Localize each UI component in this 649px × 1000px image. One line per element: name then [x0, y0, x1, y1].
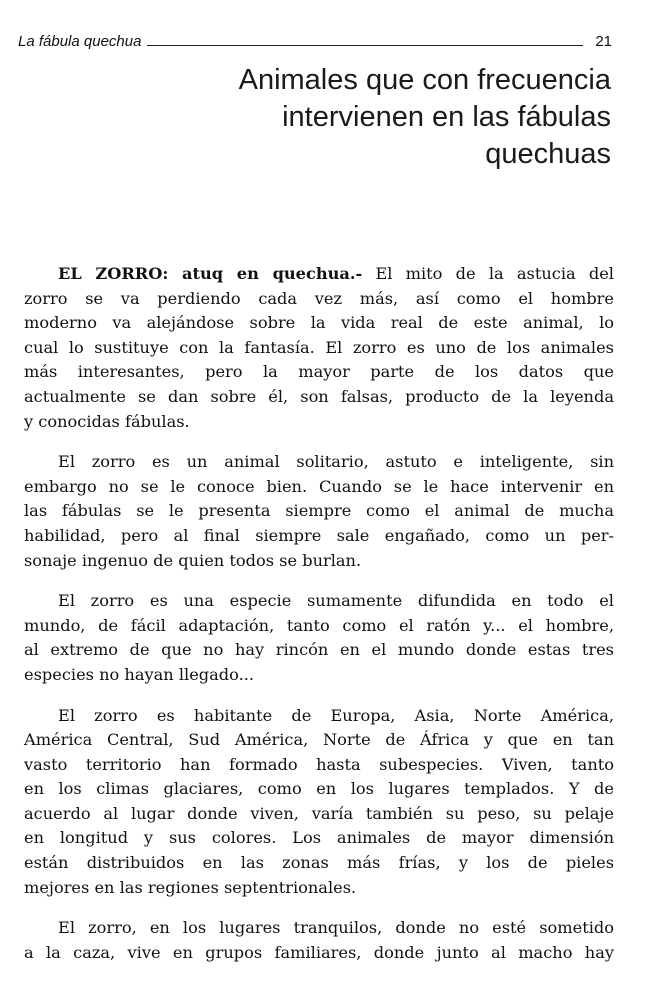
text-line: sonaje ingenuo de quien todos se burlan. — [24, 550, 362, 570]
text-line: especies no hayan llegado... — [24, 664, 255, 684]
text-line: a la caza, vive en grupos familiares, donde junto al macho hay — [24, 942, 614, 962]
text-line: embargo no se le conoce bien. Cuando se le hace intervenir en — [24, 476, 614, 496]
text-line: cual lo sustituye con la fantasía. El zorro es uno de los animales — [24, 337, 614, 357]
running-header — [18, 30, 612, 50]
paragraph-solitario — [24, 450, 614, 573]
text-line: más interesantes, pero la mayor parte de los datos que — [24, 362, 614, 382]
text-line: las fábulas se le presenta siempre como el animal de mucha — [24, 501, 614, 521]
text-line: El zorro es habitante de Europa, Asia, Norte América, — [58, 705, 614, 725]
chapter-title — [91, 62, 611, 173]
text-line: El zorro es un animal solitario, astuto e inteligente, sin — [58, 452, 614, 472]
text-line: mundo, de fácil adaptación, tanto como el ratón y... el hombre, — [24, 615, 614, 635]
text-line — [24, 262, 614, 287]
page-number: 21 — [595, 33, 612, 50]
text-line: El zorro es una especie sumamente difundida en todo el — [58, 591, 614, 611]
text-line: actualmente se dan sobre él, son falsas, producto de la leyenda — [24, 386, 614, 406]
chapter-title-line: Animales que con frecuencia — [238, 64, 611, 96]
text-line-fragment: El mito de la astucia del — [362, 264, 614, 283]
paragraph-zorro-intro — [24, 262, 614, 434]
running-title: La fábula quechua — [18, 33, 142, 50]
text-line: y conocidas fábulas. — [24, 411, 190, 431]
text-line: están distribuidos en las zonas más frías, y los de pieles — [24, 853, 614, 873]
paragraph-grupos — [24, 916, 614, 965]
text-line: zorro se va perdiendo cada vez más, así como el hombre — [24, 288, 614, 308]
paragraph-habitat — [24, 704, 614, 901]
chapter-title-line: quechuas — [485, 138, 611, 170]
paragraph-especie — [24, 589, 614, 687]
lead-heading: EL ZORRO: atuq en quechua.- — [58, 264, 363, 283]
header-rule — [147, 45, 583, 46]
text-line: vasto territorio han formado hasta subespecies. Viven, tanto — [24, 754, 614, 774]
body-text — [24, 262, 614, 981]
text-line: en los climas glaciares, como en los lugares templados. Y de — [24, 779, 614, 799]
text-line: al extremo de que no hay rincón en el mundo donde estas tres — [24, 640, 614, 660]
text-line: El zorro, en los lugares tranquilos, donde no esté sometido — [58, 918, 614, 938]
text-line: moderno va alejándose sobre la vida real de este animal, lo — [24, 313, 614, 333]
text-line: América Central, Sud América, Norte de África y que en tan — [24, 730, 614, 750]
text-line: en longitud y sus colores. Los animales de mayor dimensión — [24, 828, 614, 848]
text-line: acuerdo al lugar donde viven, varía también su peso, su pelaje — [24, 803, 614, 823]
text-line: habilidad, pero al final siempre sale engañado, como un per- — [24, 525, 614, 545]
chapter-title-line: intervienen en las fábulas — [282, 101, 611, 133]
text-line: mejores en las regiones septentrionales. — [24, 877, 357, 897]
